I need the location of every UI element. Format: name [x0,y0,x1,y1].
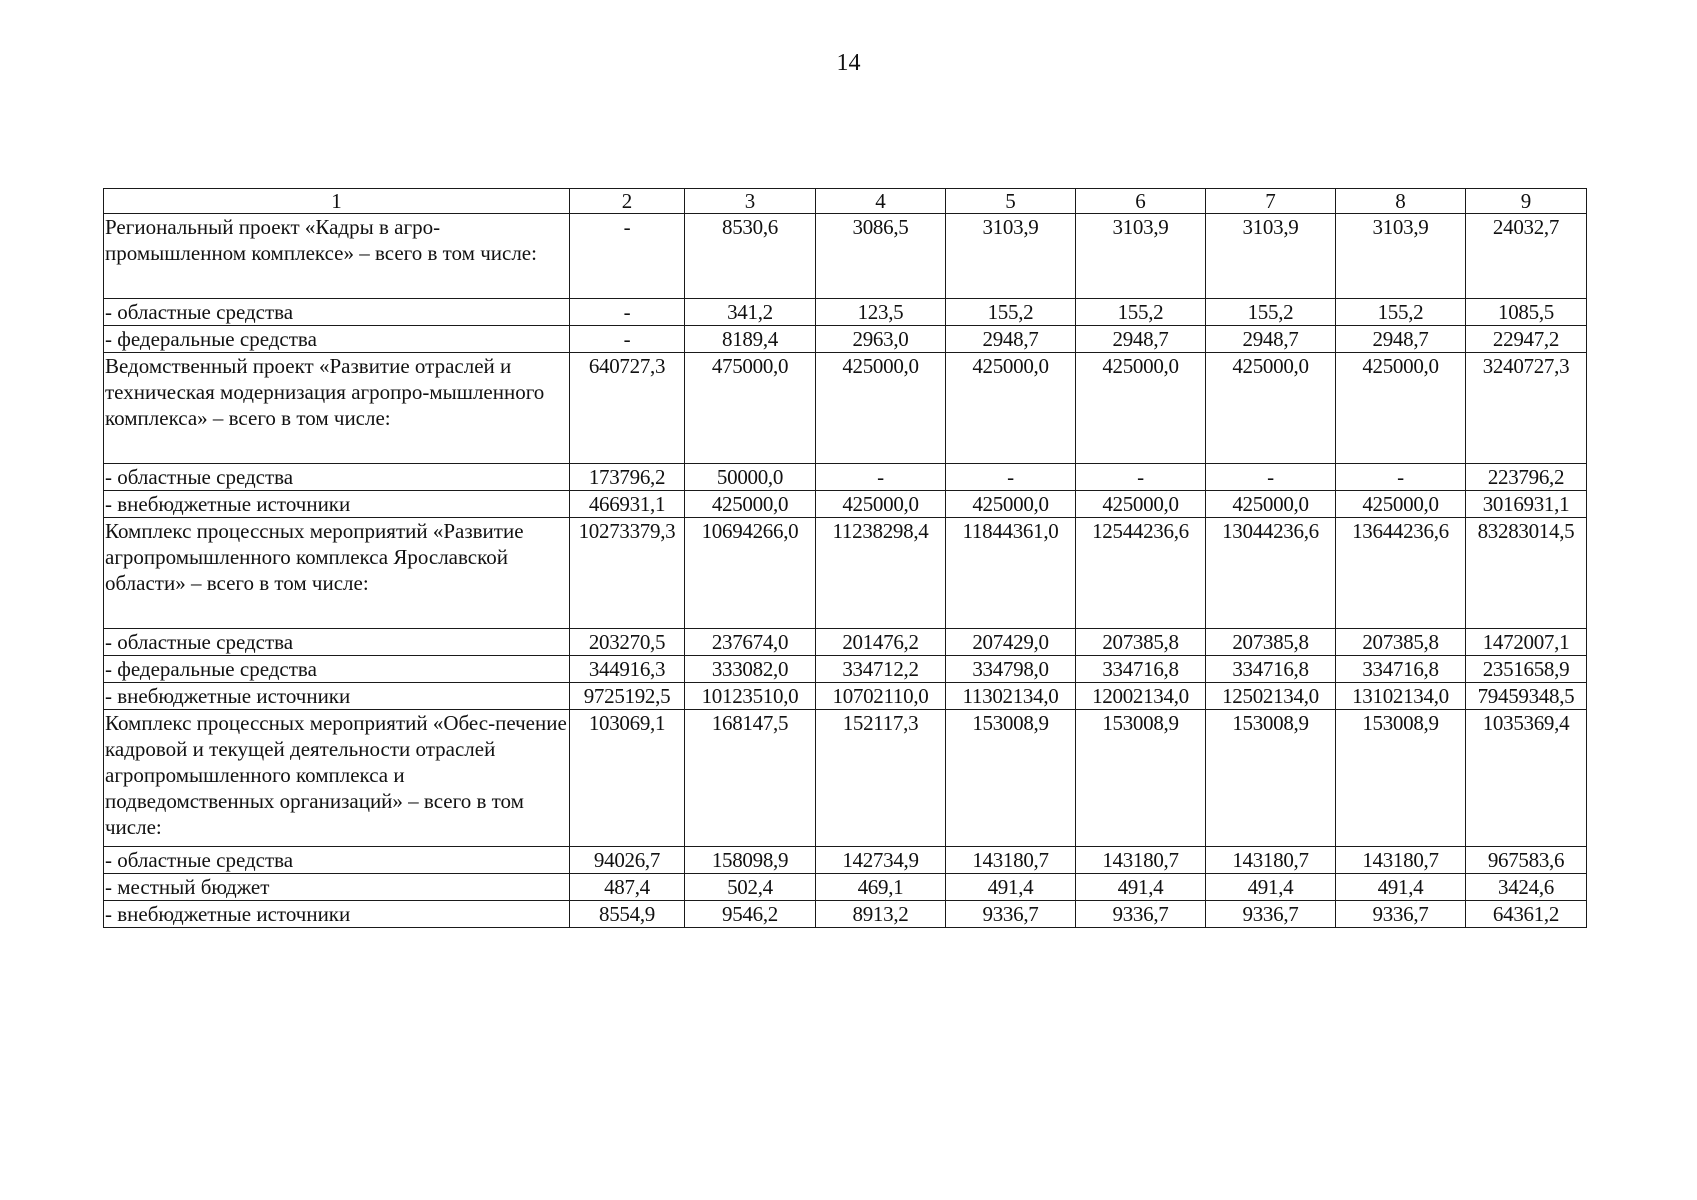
table-subrow [104,491,1587,518]
table-cell: 10123510,0 [685,683,816,710]
table-cell: 3103,9 [1206,214,1336,299]
table-cell: 9336,7 [1076,901,1206,928]
table-cell: 13102134,0 [1336,683,1466,710]
table-cell: 143180,7 [1206,847,1336,874]
table-cell: 201476,2 [816,629,946,656]
table-cell: 487,4 [570,874,685,901]
table-cell: 491,4 [1076,874,1206,901]
table-cell: 12002134,0 [1076,683,1206,710]
table-cell: 3103,9 [946,214,1076,299]
table-cell: 153008,9 [1336,710,1466,847]
table-cell: 475000,0 [685,353,816,464]
table-cell: 425000,0 [1076,353,1206,464]
table-cell: 3103,9 [1076,214,1206,299]
table-cell: 1035369,4 [1466,710,1587,847]
table-cell: - [570,299,685,326]
table-row [104,518,1587,629]
table-cell: 11238298,4 [816,518,946,629]
table-cell: 10702110,0 [816,683,946,710]
table-cell: - [816,464,946,491]
table-cell: 153008,9 [946,710,1076,847]
table-cell: 425000,0 [1206,491,1336,518]
budget-table [103,188,1587,928]
table-cell: 425000,0 [946,353,1076,464]
table-cell: 3103,9 [1336,214,1466,299]
row-label: - внебюджетные источники [104,901,570,928]
table-cell: 143180,7 [1076,847,1206,874]
table-body [104,189,1587,928]
table-cell: 425000,0 [816,491,946,518]
table-cell: 94026,7 [570,847,685,874]
table-cell: 2963,0 [816,326,946,353]
table-row [104,353,1587,464]
column-header: 1 [104,189,570,214]
table-cell: - [570,214,685,299]
table-cell: 2948,7 [946,326,1076,353]
table-cell: 1472007,1 [1466,629,1587,656]
table-cell: 153008,9 [1076,710,1206,847]
table-cell: 425000,0 [816,353,946,464]
table-cell: 24032,7 [1466,214,1587,299]
column-header: 6 [1076,189,1206,214]
table-cell: 143180,7 [946,847,1076,874]
table-cell: 142734,9 [816,847,946,874]
table-cell: 168147,5 [685,710,816,847]
table-row [104,214,1587,299]
table-cell: 2948,7 [1206,326,1336,353]
table-cell: 8554,9 [570,901,685,928]
row-label: - внебюджетные источники [104,491,570,518]
table-subrow [104,464,1587,491]
table-cell: 491,4 [946,874,1076,901]
column-header: 9 [1466,189,1587,214]
table-cell: 22947,2 [1466,326,1587,353]
table-subrow [104,683,1587,710]
table-subrow [104,326,1587,353]
table-cell: 344916,3 [570,656,685,683]
table-cell: 12544236,6 [1076,518,1206,629]
table-cell: - [946,464,1076,491]
table-cell: 491,4 [1206,874,1336,901]
table-cell: 207385,8 [1336,629,1466,656]
table-subrow [104,874,1587,901]
table-cell: 466931,1 [570,491,685,518]
table-cell: 8189,4 [685,326,816,353]
table-cell: 2948,7 [1076,326,1206,353]
row-label: - областные средства [104,629,570,656]
table-cell: 223796,2 [1466,464,1587,491]
table-cell: 155,2 [1336,299,1466,326]
table-cell: 155,2 [1076,299,1206,326]
table-cell: 3016931,1 [1466,491,1587,518]
row-label: Комплекс процессных мероприятий «Обес-печение кадровой и текущей деятельности отраслей агропромышленного комплекса и подведомственных организаций» – всего в том числе: [104,710,570,847]
column-header: 3 [685,189,816,214]
table-cell: 10273379,3 [570,518,685,629]
table-cell: 3240727,3 [1466,353,1587,464]
table-cell: 203270,5 [570,629,685,656]
table-cell: 425000,0 [1336,353,1466,464]
table-cell: 123,5 [816,299,946,326]
header-row [104,189,1587,214]
table-cell: 13044236,6 [1206,518,1336,629]
table-subrow [104,656,1587,683]
table-cell: 9336,7 [1206,901,1336,928]
table-cell: 425000,0 [1076,491,1206,518]
table-cell: 9336,7 [1336,901,1466,928]
row-label: - внебюджетные источники [104,683,570,710]
table-subrow [104,629,1587,656]
table-cell: 64361,2 [1466,901,1587,928]
table-cell: 502,4 [685,874,816,901]
table-cell: 173796,2 [570,464,685,491]
table-subrow [104,847,1587,874]
table-cell: 334716,8 [1206,656,1336,683]
table-cell: 10694266,0 [685,518,816,629]
table-cell: 425000,0 [1206,353,1336,464]
table-cell: 334716,8 [1076,656,1206,683]
table-subrow [104,901,1587,928]
table-cell: 8913,2 [816,901,946,928]
row-label: - областные средства [104,847,570,874]
table-cell: 9546,2 [685,901,816,928]
row-label: - областные средства [104,299,570,326]
row-label: - областные средства [104,464,570,491]
row-label: - федеральные средства [104,326,570,353]
table-cell: - [570,326,685,353]
table-cell: 155,2 [1206,299,1336,326]
table-cell: 333082,0 [685,656,816,683]
table-cell: 207429,0 [946,629,1076,656]
table-cell: 9336,7 [946,901,1076,928]
table-cell: - [1076,464,1206,491]
table-cell: 79459348,5 [1466,683,1587,710]
table-cell: 143180,7 [1336,847,1466,874]
table-cell: 3424,6 [1466,874,1587,901]
row-label: - федеральные средства [104,656,570,683]
table-cell: 50000,0 [685,464,816,491]
table-cell: 3086,5 [816,214,946,299]
table-cell: 153008,9 [1206,710,1336,847]
page-number: 14 [836,50,861,76]
table-cell: 11302134,0 [946,683,1076,710]
table-cell: 341,2 [685,299,816,326]
table-cell: 425000,0 [946,491,1076,518]
table-cell: 640727,3 [570,353,685,464]
table-cell: 1085,5 [1466,299,1587,326]
table-cell: 83283014,5 [1466,518,1587,629]
table-cell: 425000,0 [685,491,816,518]
table-cell: 158098,9 [685,847,816,874]
table-cell: - [1206,464,1336,491]
table-cell: 334712,2 [816,656,946,683]
table-cell: - [1336,464,1466,491]
table-cell: 12502134,0 [1206,683,1336,710]
table-cell: 155,2 [946,299,1076,326]
table-cell: 469,1 [816,874,946,901]
column-header: 2 [570,189,685,214]
row-label: Комплекс процессных мероприятий «Развитие агропромышленного комплекса Ярославской области» – всего в том числе: [104,518,570,629]
table-row [104,710,1587,847]
column-header: 5 [946,189,1076,214]
table-cell: 103069,1 [570,710,685,847]
column-header: 4 [816,189,946,214]
table-cell: 2948,7 [1336,326,1466,353]
table-cell: 13644236,6 [1336,518,1466,629]
row-label: Ведомственный проект «Развитие отраслей и техническая модернизация агропро-мышленного комплекса» – всего в том числе: [104,353,570,464]
table-cell: 967583,6 [1466,847,1587,874]
table-cell: 152117,3 [816,710,946,847]
row-label: Региональный проект «Кадры в агро-промышленном комплексе» – всего в том числе: [104,214,570,299]
table-cell: 491,4 [1336,874,1466,901]
row-label: - местный бюджет [104,874,570,901]
column-header: 8 [1336,189,1466,214]
table-cell: 334716,8 [1336,656,1466,683]
table-cell: 8530,6 [685,214,816,299]
table-cell: 334798,0 [946,656,1076,683]
table-cell: 2351658,9 [1466,656,1587,683]
table-cell: 207385,8 [1206,629,1336,656]
table-cell: 237674,0 [685,629,816,656]
table-cell: 207385,8 [1076,629,1206,656]
table-cell: 425000,0 [1336,491,1466,518]
column-header: 7 [1206,189,1336,214]
table-cell: 11844361,0 [946,518,1076,629]
table-cell: 9725192,5 [570,683,685,710]
table-subrow [104,299,1587,326]
